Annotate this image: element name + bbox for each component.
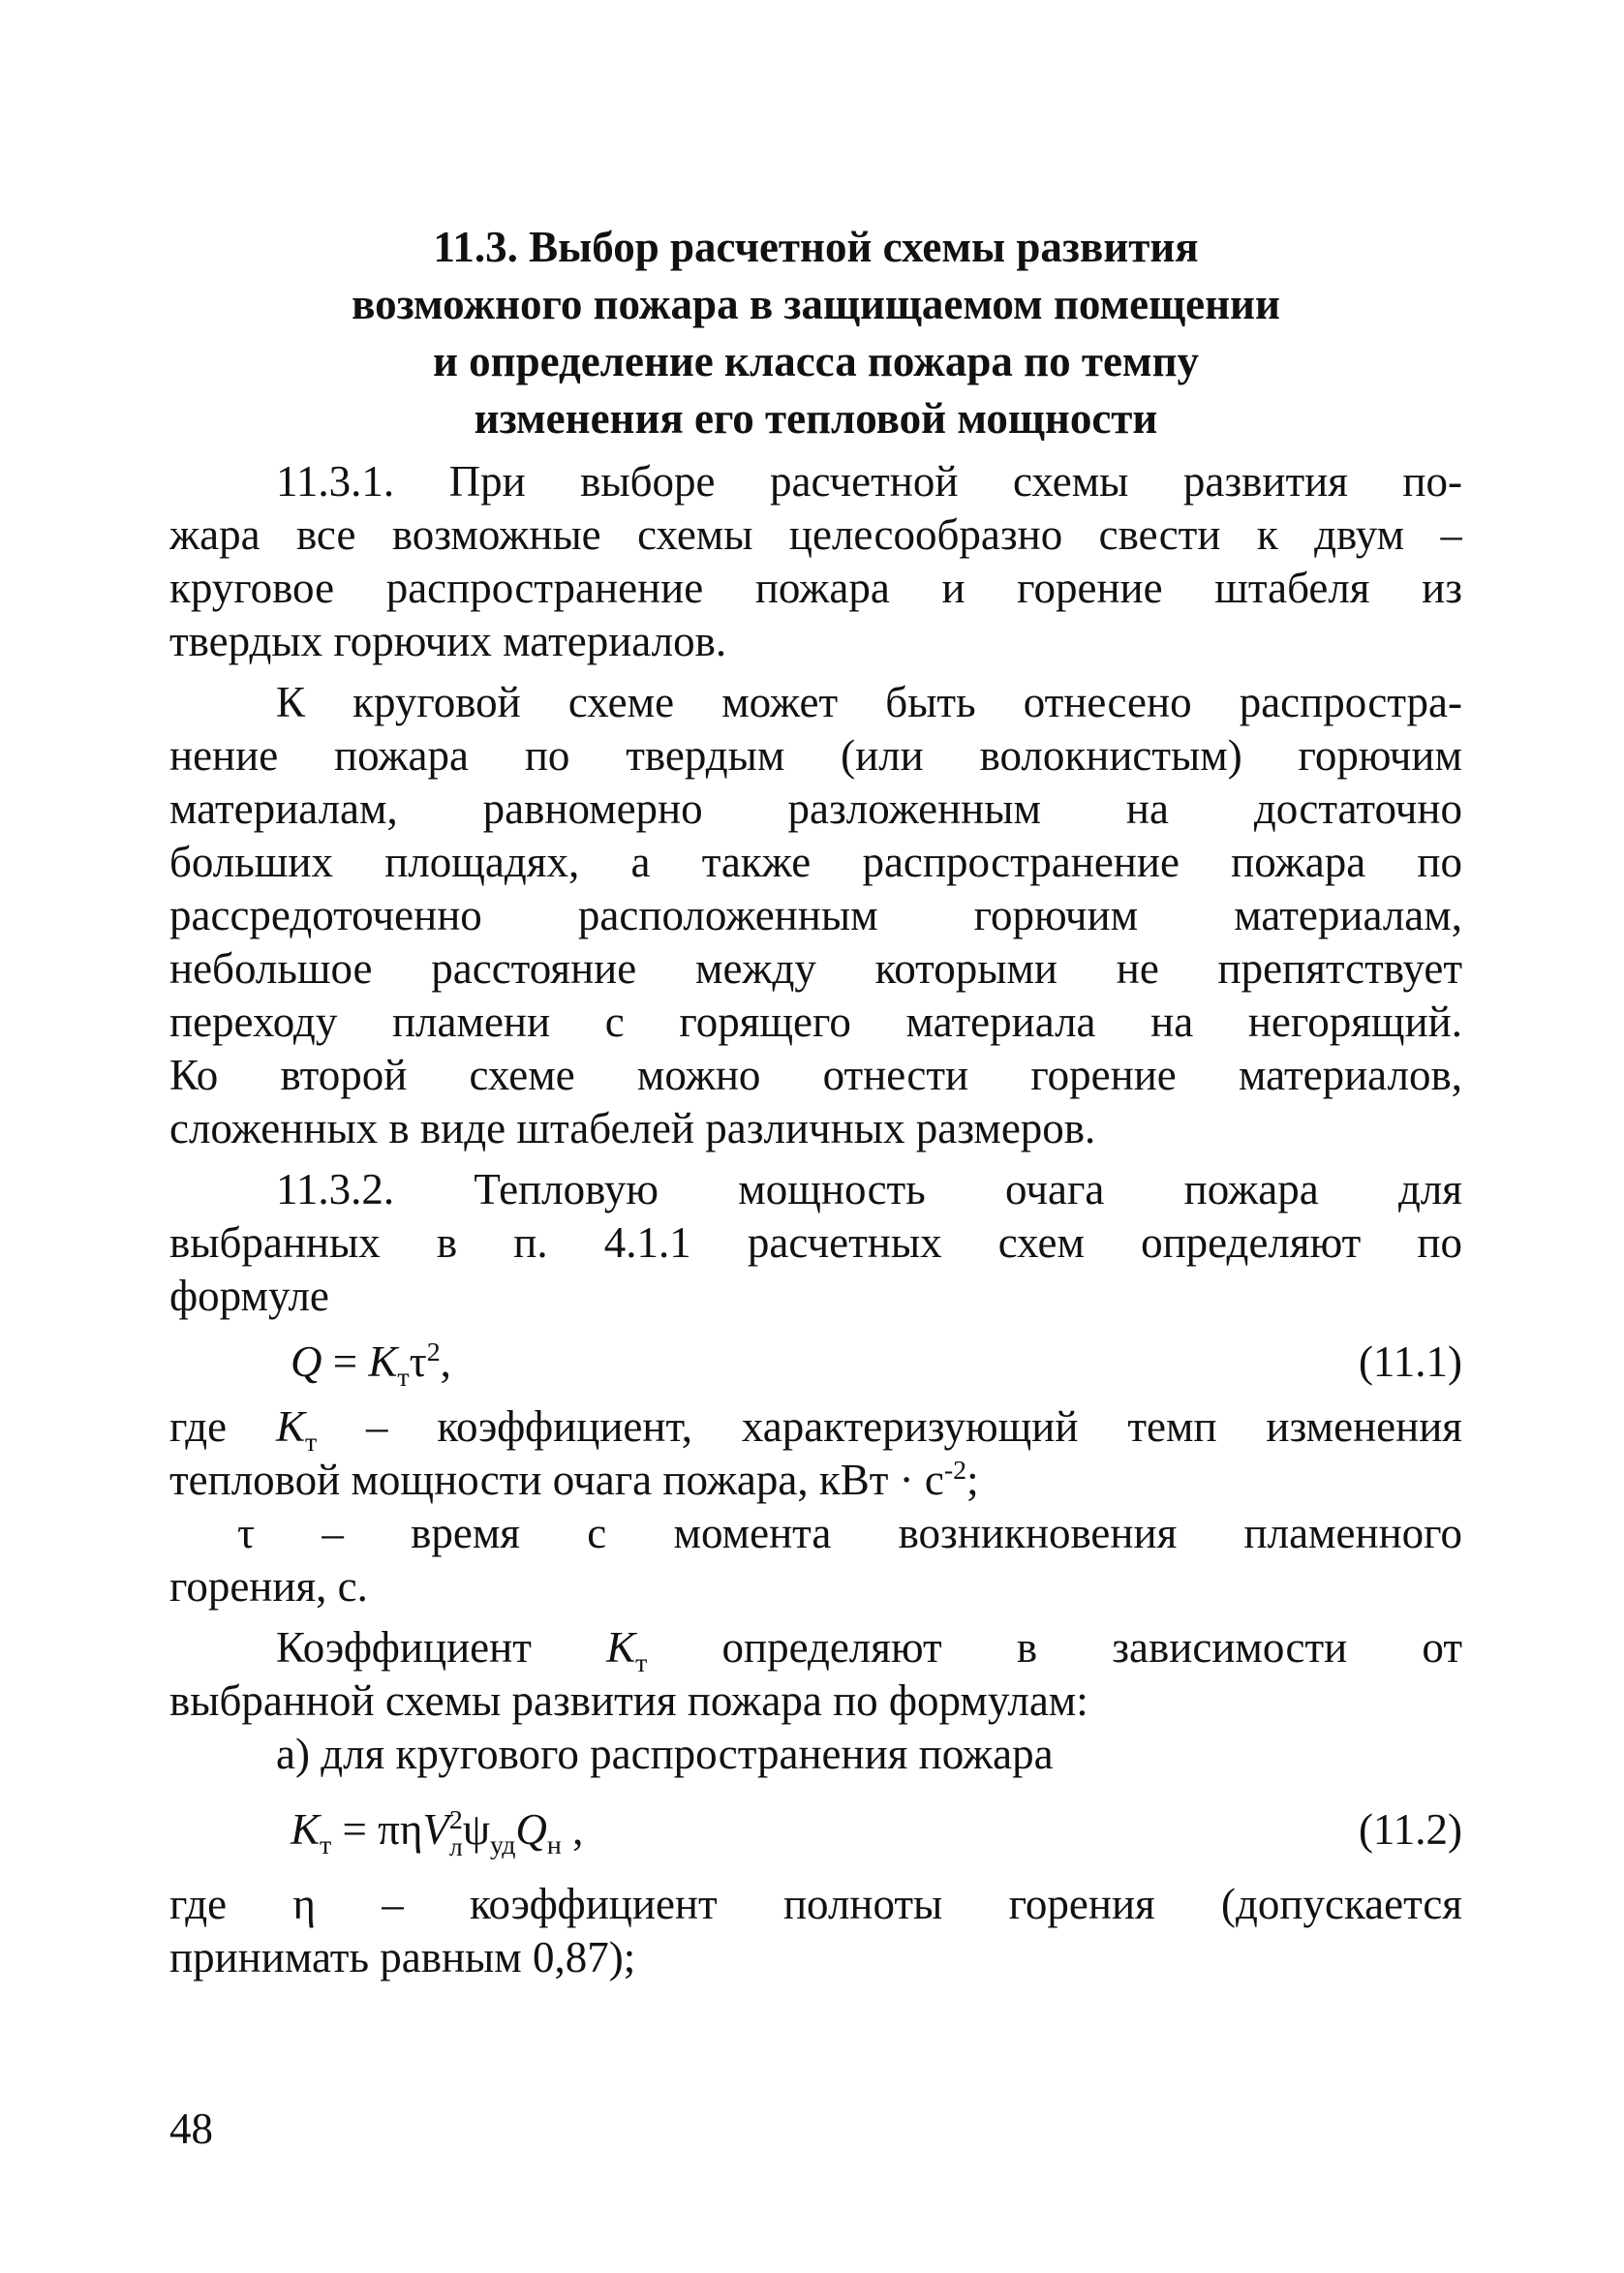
text-line: рассредоточенно расположенным горючим материалам, [169, 891, 1462, 939]
text-line: где η – коэффициент полноты горения (допускается [169, 1880, 1462, 1928]
body-text [169, 455, 1462, 1984]
text-line: жара все возможные схемы целесообразно свести к двум – [169, 510, 1462, 559]
formula-expression: $K_т = \pi\eta V$ 2 л $\psi_{уд}Q_н$ , [291, 1804, 584, 1862]
formula-11-1-explanation [169, 1400, 1462, 1613]
heading-line: возможного пожара в защищаемом помещении [352, 280, 1280, 328]
text-line: формуле [169, 1272, 329, 1320]
text-line: τ – время с момента возникновения пламенного [237, 1509, 1462, 1557]
text-line: твердых горючих материалов. [169, 617, 727, 665]
text-line: Коэффициент $K_т$ определяют в зависимости от [276, 1623, 1462, 1674]
text-line: 11.3.2. Тепловую мощность очага пожара для [276, 1165, 1462, 1213]
heading-line: 11.3. Выбор расчетной схемы развития [433, 223, 1199, 271]
paragraph-coefficient [169, 1621, 1462, 1781]
text-line: сложенных в виде штабелей различных размеров. [169, 1104, 1096, 1152]
equation-number: (11.2) [1358, 1805, 1462, 1854]
text-line: тепловой мощности очага пожара, кВт · $с^{-2}$; [169, 1456, 979, 1504]
page-number: 48 [169, 2104, 213, 2153]
text-line: а) для кругового распространения пожара [276, 1730, 1054, 1778]
section-heading [169, 219, 1462, 447]
text-line: где $K_т$ – коэффициент, характеризующий темп изменения [169, 1402, 1462, 1454]
text-line: материалам, равномерно разложенным на достаточно [169, 784, 1462, 833]
text-line: небольшое расстояние между которыми не препятствует [169, 944, 1462, 993]
text-line: выбранной схемы развития пожара по формулам: [169, 1676, 1088, 1725]
formula-11-2 [169, 1781, 1462, 1878]
heading-line: и определение класса пожара по темпу [432, 337, 1199, 385]
text-line: переходу пламени с горящего материала на негорящий. [169, 998, 1462, 1046]
formula-11-1 [169, 1323, 1462, 1400]
text-line: выбранных в п. 4.1.1 расчетных схем определяют по [169, 1218, 1462, 1267]
document-page [169, 0, 1462, 2273]
equation-number: (11.1) [1358, 1337, 1462, 1386]
paragraph-circular-scheme [169, 676, 1462, 1155]
paragraph-11-3-2 [169, 1163, 1462, 1323]
formula-expression: $Q = K_т\tau^2$, [291, 1337, 451, 1393]
text-line: больших площадях, а также распространение пожара по [169, 838, 1462, 886]
text-line: принимать равным 0,87); [169, 1933, 636, 1981]
heading-line: изменения его тепловой мощности [474, 394, 1158, 443]
text-line: круговое распространение пожара и горение штабеля из [169, 564, 1462, 612]
text-line: 11.3.1. При выборе расчетной схемы развития по- [276, 457, 1462, 506]
paragraph-11-3-1 [169, 455, 1462, 668]
text-line: К круговой схеме может быть отнесено распростра- [276, 678, 1462, 726]
text-line: Ко второй схеме можно отнести горение материалов, [169, 1051, 1462, 1099]
formula-11-2-explanation [169, 1878, 1462, 1984]
text-line: нение пожара по твердым (или волокнистым) горючим [169, 731, 1462, 780]
text-line: горения, с. [169, 1562, 368, 1611]
